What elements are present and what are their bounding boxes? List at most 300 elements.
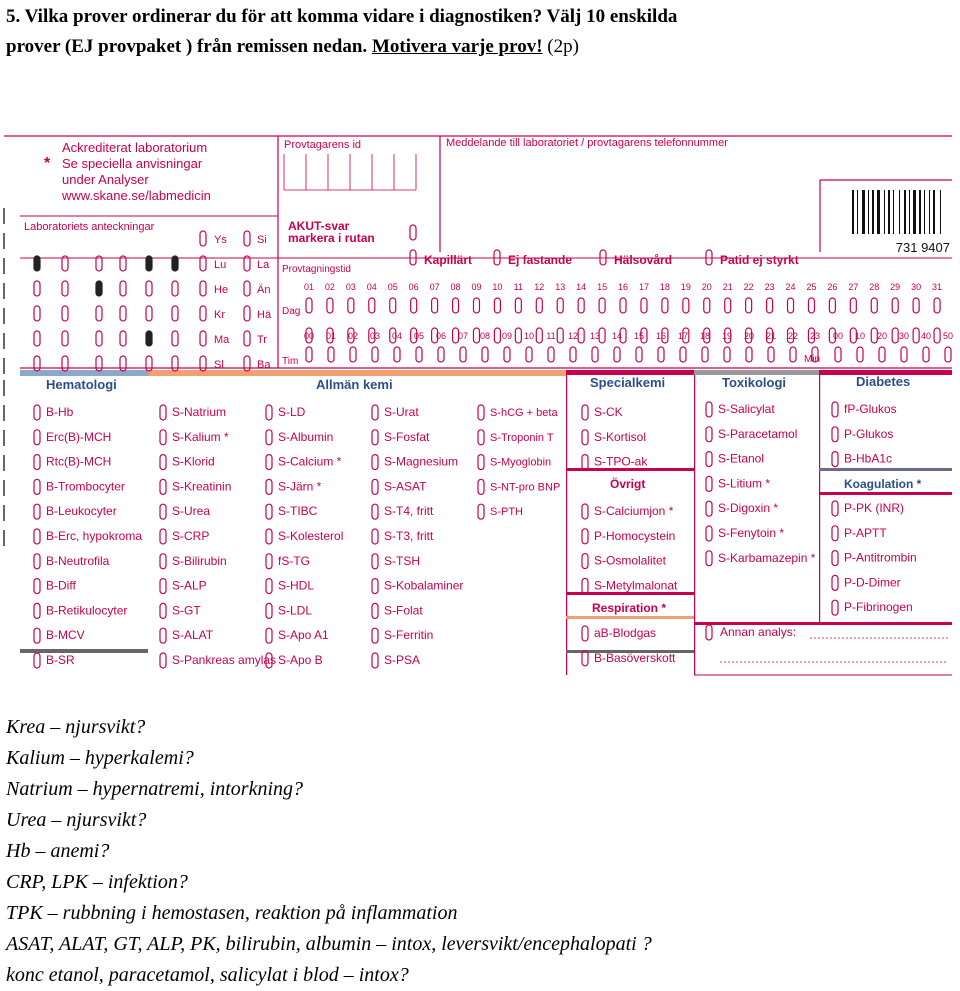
test-checkbox[interactable]	[266, 455, 272, 470]
day-checkbox[interactable]	[662, 298, 668, 313]
test-label: S-Calcium *	[278, 454, 342, 469]
day-checkbox[interactable]	[767, 298, 773, 313]
test-checkbox[interactable]	[372, 628, 378, 643]
day-checkbox[interactable]	[704, 298, 710, 313]
test-checkbox[interactable]	[160, 554, 166, 569]
hour-number: 10	[523, 331, 535, 341]
test-label: S-Järn *	[278, 479, 322, 494]
date-checkbox[interactable]	[536, 328, 542, 343]
test-checkbox[interactable]	[34, 455, 40, 470]
test-label: B-Retikulocyter	[46, 603, 128, 618]
test-checkbox[interactable]	[372, 479, 378, 494]
hour-checkbox[interactable]	[658, 347, 664, 362]
minute-checkbox[interactable]	[835, 347, 841, 362]
day-checkbox[interactable]	[494, 298, 500, 313]
weekday-code: Än	[257, 284, 271, 296]
date-checkbox[interactable]	[913, 328, 919, 343]
test-checkbox[interactable]	[582, 651, 588, 666]
test-label: S-Folat	[384, 603, 423, 618]
notes-mark[interactable]	[96, 331, 102, 346]
date-checkbox[interactable]	[557, 328, 563, 343]
test-checkbox[interactable]	[706, 452, 712, 467]
test-label: B-Neutrofila	[46, 553, 110, 568]
test-checkbox[interactable]	[266, 579, 272, 594]
test-label: S-Bilirubin	[172, 553, 227, 568]
test-checkbox[interactable]	[582, 504, 588, 519]
minute-checkbox[interactable]	[879, 347, 885, 362]
test-label: Erc(B)-MCH	[46, 429, 112, 444]
answer-line: konc etanol, paracetamol, salicylat i blod – intox?	[6, 964, 409, 986]
day-checkbox[interactable]	[390, 298, 396, 313]
day-checkbox[interactable]	[578, 298, 584, 313]
minute-number: 20	[876, 331, 888, 341]
test-label: P-APTT	[844, 525, 887, 540]
weekday-code: Lu	[214, 259, 227, 271]
section-header: Hematologi	[46, 377, 117, 392]
test-label: S-Urea	[172, 504, 211, 519]
hour-checkbox[interactable]	[372, 347, 378, 362]
notes-mark[interactable]	[96, 306, 102, 321]
answer-line: TPK – rubbning i hemostasen, reaktion på inflammation	[6, 902, 458, 924]
lab-referral-form	[0, 118, 960, 680]
hour-checkbox[interactable]	[724, 347, 730, 362]
day-number: 19	[680, 282, 691, 292]
test-label: S-Kalium *	[172, 429, 229, 444]
day-checkbox[interactable]	[892, 298, 898, 313]
test-label: S-Kolesterol	[278, 529, 344, 543]
test-checkbox[interactable]	[34, 479, 40, 494]
hour-number: 17	[677, 331, 689, 341]
test-label: S-PSA	[384, 653, 421, 667]
day-checkbox[interactable]	[599, 298, 605, 313]
hour-number: 13	[589, 331, 601, 341]
date-checkbox[interactable]	[934, 328, 940, 343]
test-checkbox[interactable]	[34, 653, 40, 668]
day-number: 11	[513, 282, 524, 292]
test-checkbox[interactable]	[160, 529, 166, 544]
date-checkbox[interactable]	[494, 328, 500, 343]
test-label: B-Hb	[46, 405, 74, 419]
day-checkbox[interactable]	[348, 298, 354, 313]
weekday-checkbox[interactable]	[244, 231, 250, 246]
notes-mark[interactable]	[120, 331, 126, 346]
notes-mark[interactable]	[146, 281, 152, 296]
hour-number: 01	[325, 331, 337, 341]
day-number: 02	[324, 282, 335, 292]
hour-checkbox[interactable]	[394, 347, 400, 362]
test-checkbox[interactable]	[34, 529, 40, 544]
section-header-respiration: Respiration *	[592, 601, 667, 615]
test-checkbox[interactable]	[706, 476, 712, 491]
test-checkbox[interactable]	[478, 479, 484, 494]
notes-mark[interactable]	[34, 306, 40, 321]
hour-checkbox[interactable]	[504, 347, 510, 362]
weekday-checkbox[interactable]	[244, 356, 250, 371]
test-label: P-Antitrombin	[844, 550, 917, 565]
hour-checkbox[interactable]	[570, 347, 576, 362]
top-option-label: Ej fastande	[508, 253, 573, 267]
hour-checkbox[interactable]	[548, 347, 554, 362]
test-checkbox[interactable]	[832, 402, 838, 417]
test-checkbox[interactable]	[832, 526, 838, 541]
test-label: S-TIBC	[278, 504, 318, 519]
weekday-checkbox[interactable]	[200, 231, 206, 246]
answer-line: Krea – njursvikt?	[6, 716, 146, 738]
test-checkbox[interactable]	[706, 427, 712, 442]
day-checkbox[interactable]	[306, 298, 312, 313]
test-label: S-Digoxin *	[718, 501, 779, 516]
test-checkbox[interactable]	[478, 504, 484, 519]
day-number: 21	[722, 282, 733, 292]
section-header: Diabetes	[856, 374, 911, 389]
test-checkbox[interactable]	[832, 551, 838, 566]
minute-checkbox[interactable]	[857, 347, 863, 362]
test-checkbox[interactable]	[372, 554, 378, 569]
day-number: 07	[429, 282, 440, 292]
test-checkbox[interactable]	[706, 402, 712, 417]
hour-checkbox[interactable]	[680, 347, 686, 362]
test-checkbox[interactable]	[266, 603, 272, 618]
day-checkbox[interactable]	[473, 298, 479, 313]
day-checkbox[interactable]	[327, 298, 333, 313]
test-label: S-CK	[594, 405, 623, 419]
day-checkbox[interactable]	[515, 298, 521, 313]
date-checkbox[interactable]	[473, 328, 479, 343]
test-label: B-Diff	[46, 578, 76, 593]
day-checkbox[interactable]	[808, 298, 814, 313]
hour-number: 19	[721, 331, 733, 341]
test-label: aB-Blodgas	[594, 626, 657, 640]
day-checkbox[interactable]	[725, 298, 731, 313]
day-checkbox[interactable]	[788, 298, 794, 313]
test-label: S-HDL	[278, 578, 315, 593]
test-checkbox[interactable]	[706, 501, 712, 516]
test-checkbox[interactable]	[582, 430, 588, 445]
notes-mark[interactable]	[34, 356, 40, 371]
test-label: S-Magnesium	[384, 454, 459, 469]
day-number: 20	[701, 282, 712, 292]
day-checkbox[interactable]	[683, 298, 689, 313]
notes-mark[interactable]	[146, 306, 152, 321]
day-number: 09	[471, 282, 482, 292]
test-checkbox[interactable]	[160, 653, 166, 668]
day-checkbox[interactable]	[934, 298, 940, 313]
notes-mark[interactable]	[120, 356, 126, 371]
hour-checkbox[interactable]	[350, 347, 356, 362]
test-checkbox[interactable]	[34, 430, 40, 445]
test-checkbox[interactable]	[372, 430, 378, 445]
day-number: 22	[743, 282, 754, 292]
test-label: S-Kreatinin	[172, 479, 232, 494]
day-number: 06	[408, 282, 419, 292]
answer-line: CRP, LPK – infektion?	[6, 871, 188, 893]
minute-checkbox[interactable]	[945, 347, 951, 362]
test-label: P-Glukos	[844, 426, 894, 441]
minute-number: 30	[898, 331, 910, 341]
test-label: S-T3, fritt	[384, 529, 434, 543]
test-checkbox[interactable]	[832, 600, 838, 615]
notes-mark[interactable]	[172, 331, 178, 346]
day-number: 29	[890, 282, 901, 292]
test-label: S-Etanol	[718, 451, 765, 466]
test-checkbox[interactable]	[478, 405, 484, 420]
day-checkbox[interactable]	[369, 298, 375, 313]
notes-mark[interactable]	[34, 281, 40, 296]
test-checkbox[interactable]	[266, 479, 272, 494]
test-checkbox[interactable]	[266, 529, 272, 544]
date-checkbox[interactable]	[515, 328, 521, 343]
weekday-checkbox[interactable]	[244, 281, 250, 296]
hour-number: 15	[633, 331, 645, 341]
test-label: B-MCV	[46, 628, 85, 643]
hour-number: 14	[611, 331, 623, 341]
hour-checkbox[interactable]	[460, 347, 466, 362]
test-checkbox[interactable]	[372, 405, 378, 420]
hour-checkbox[interactable]	[702, 347, 708, 362]
day-checkbox[interactable]	[913, 298, 919, 313]
test-checkbox[interactable]	[582, 578, 588, 593]
hour-number: 22	[787, 331, 799, 341]
asterisk-icon: *	[44, 155, 51, 172]
hour-number: 07	[457, 331, 469, 341]
section-header: Specialkemi	[590, 375, 666, 390]
test-checkbox[interactable]	[34, 405, 40, 420]
hour-checkbox[interactable]	[636, 347, 642, 362]
day-checkbox[interactable]	[411, 298, 417, 313]
test-label: S-Natrium	[172, 405, 227, 419]
test-checkbox[interactable]	[832, 575, 838, 590]
notes-mark[interactable]	[172, 306, 178, 321]
lab-notes-label: Laboratoriets anteckningar	[24, 221, 155, 233]
test-checkbox[interactable]	[582, 529, 588, 544]
hour-number: 12	[567, 331, 579, 341]
test-checkbox[interactable]	[34, 579, 40, 594]
day-number: 18	[659, 282, 670, 292]
hour-number: 16	[655, 331, 667, 341]
test-checkbox[interactable]	[266, 405, 272, 420]
test-checkbox[interactable]	[266, 554, 272, 569]
barcode-number: 731 9407	[895, 240, 950, 255]
accreditation-info: Se speciella anvisningar	[62, 156, 203, 171]
urgent-label: markera i rutan	[288, 231, 375, 245]
notes-mark[interactable]	[146, 356, 152, 371]
test-checkbox[interactable]	[160, 405, 166, 420]
test-label: S-GT	[172, 603, 201, 618]
test-checkbox[interactable]	[582, 626, 588, 641]
test-checkbox[interactable]	[160, 603, 166, 618]
hour-checkbox[interactable]	[768, 347, 774, 362]
weekday-checkbox[interactable]	[244, 331, 250, 346]
date-checkbox[interactable]	[578, 328, 584, 343]
answer-list	[6, 712, 956, 991]
test-checkbox[interactable]	[832, 427, 838, 442]
test-checkbox[interactable]	[582, 405, 588, 420]
day-checkbox[interactable]	[829, 298, 835, 313]
day-checkbox[interactable]	[620, 298, 626, 313]
day-number: 03	[345, 282, 356, 292]
notes-mark[interactable]	[96, 356, 102, 371]
test-checkbox[interactable]	[34, 603, 40, 618]
test-label: P-Homocystein	[594, 528, 676, 543]
test-checkbox[interactable]	[266, 430, 272, 445]
test-checkbox[interactable]	[160, 504, 166, 519]
test-checkbox[interactable]	[372, 529, 378, 544]
day-checkbox[interactable]	[536, 298, 542, 313]
notes-mark[interactable]	[146, 256, 152, 271]
test-checkbox[interactable]	[160, 430, 166, 445]
test-checkbox[interactable]	[706, 526, 712, 541]
hour-number: 06	[435, 331, 447, 341]
notes-mark[interactable]	[146, 331, 152, 346]
test-checkbox[interactable]	[372, 653, 378, 668]
test-checkbox[interactable]	[160, 479, 166, 494]
notes-mark[interactable]	[96, 281, 102, 296]
test-label: S-Kobalaminer	[384, 578, 464, 593]
weekday-checkbox[interactable]	[200, 356, 206, 371]
test-label: S-Fosfat	[384, 429, 430, 444]
notes-mark[interactable]	[62, 356, 68, 371]
day-checkbox[interactable]	[746, 298, 752, 313]
test-label: P-D-Dimer	[844, 575, 901, 590]
hour-number: 08	[479, 331, 491, 341]
test-label: S-ALP	[172, 578, 207, 593]
weekday-code: Sl	[214, 359, 224, 371]
day-number: 24	[785, 282, 796, 292]
test-checkbox[interactable]	[266, 628, 272, 643]
section-header-koagulation: Koagulation *	[844, 477, 922, 491]
notes-mark[interactable]	[62, 331, 68, 346]
hour-checkbox[interactable]	[614, 347, 620, 362]
test-label: S-Ferritin	[384, 628, 434, 643]
urgent-checkbox[interactable]	[410, 225, 416, 240]
test-label: B-Basöverskott	[594, 650, 676, 665]
hour-number: 02	[347, 331, 359, 341]
test-label: fS-TG	[278, 553, 310, 568]
day-number: 14	[576, 282, 587, 292]
urgent-label: AKUT-svar	[288, 219, 350, 233]
hour-checkbox[interactable]	[328, 347, 334, 362]
test-checkbox[interactable]	[160, 455, 166, 470]
day-checkbox[interactable]	[641, 298, 647, 313]
top-option-label: Patid ej styrkt	[720, 253, 799, 267]
day-checkbox[interactable]	[871, 298, 877, 313]
test-checkbox[interactable]	[832, 501, 838, 516]
test-label: S-Karbamazepin *	[718, 550, 816, 565]
test-checkbox[interactable]	[372, 455, 378, 470]
notes-mark[interactable]	[62, 306, 68, 321]
notes-mark[interactable]	[120, 281, 126, 296]
test-checkbox[interactable]	[832, 452, 838, 467]
hour-checkbox[interactable]	[592, 347, 598, 362]
minute-number: 00	[832, 331, 844, 341]
test-checkbox[interactable]	[34, 504, 40, 519]
hour-label: Tim	[282, 356, 299, 367]
day-checkbox[interactable]	[453, 298, 459, 313]
weekday-checkbox[interactable]	[200, 306, 206, 321]
test-checkbox[interactable]	[34, 628, 40, 643]
hour-checkbox[interactable]	[790, 347, 796, 362]
test-checkbox[interactable]	[372, 504, 378, 519]
hour-checkbox[interactable]	[438, 347, 444, 362]
test-label: Rtc(B)-MCH	[46, 454, 112, 469]
test-checkbox[interactable]	[34, 554, 40, 569]
notes-mark[interactable]	[62, 281, 68, 296]
hour-checkbox[interactable]	[482, 347, 488, 362]
minute-checkbox[interactable]	[901, 347, 907, 362]
test-checkbox[interactable]	[160, 579, 166, 594]
test-label: B-Erc, hypokroma	[46, 529, 143, 543]
weekday-checkbox[interactable]	[200, 281, 206, 296]
test-label: P-Fibrinogen	[844, 600, 913, 615]
weekday-code: He	[214, 284, 229, 296]
minute-checkbox[interactable]	[923, 347, 929, 362]
day-checkbox[interactable]	[557, 298, 563, 313]
test-checkbox[interactable]	[372, 579, 378, 594]
day-checkbox[interactable]	[432, 298, 438, 313]
test-label: S-LD	[278, 405, 306, 419]
notes-mark[interactable]	[120, 306, 126, 321]
section-header: Toxikologi	[722, 375, 787, 390]
test-label: S-Paracetamol	[718, 426, 798, 441]
test-checkbox[interactable]	[478, 455, 484, 470]
test-checkbox[interactable]	[706, 551, 712, 566]
test-label: B-Trombocyter	[46, 479, 125, 494]
weekday-code: Ba	[257, 359, 271, 371]
hour-number: 18	[699, 331, 711, 341]
question-line-1: 5. Vilka prover ordinerar du för att komma vidare i diagnostiken? Välj 10 enskilda	[6, 6, 678, 27]
notes-mark[interactable]	[34, 331, 40, 346]
test-label: S-Kortisol	[594, 429, 647, 444]
test-label: S-Calciumjon *	[594, 504, 674, 518]
date-checkbox[interactable]	[892, 328, 898, 343]
test-label: P-PK (INR)	[844, 501, 904, 515]
other-analysis-checkbox[interactable]	[706, 625, 712, 640]
sampling-time-label: Provtagningstid	[282, 264, 351, 275]
weekday-code: Si	[257, 234, 267, 246]
day-checkbox[interactable]	[850, 298, 856, 313]
test-checkbox[interactable]	[582, 554, 588, 569]
test-label: S-TSH	[384, 553, 420, 568]
test-checkbox[interactable]	[160, 628, 166, 643]
test-checkbox[interactable]	[478, 430, 484, 445]
hour-number: 09	[501, 331, 513, 341]
test-label: S-hCG + beta	[490, 407, 558, 419]
top-option-label: Hälsovård	[614, 253, 673, 267]
day-number: 17	[638, 282, 649, 292]
accreditation-info: under Analyser	[62, 172, 149, 187]
notes-mark[interactable]	[172, 256, 178, 271]
day-number: 28	[869, 282, 880, 292]
hour-checkbox[interactable]	[416, 347, 422, 362]
other-analysis-label: Annan analys:	[720, 625, 797, 639]
minute-label: Min	[804, 354, 821, 365]
day-label: Dag	[282, 306, 301, 317]
test-checkbox[interactable]	[582, 455, 588, 470]
answer-line: Urea – njursvikt?	[6, 809, 147, 831]
hour-checkbox[interactable]	[306, 347, 312, 362]
weekday-checkbox[interactable]	[200, 331, 206, 346]
weekday-checkbox[interactable]	[244, 306, 250, 321]
day-number: 31	[932, 282, 943, 292]
test-checkbox[interactable]	[372, 603, 378, 618]
hour-checkbox[interactable]	[526, 347, 532, 362]
day-number: 26	[827, 282, 838, 292]
notes-mark[interactable]	[172, 356, 178, 371]
hour-checkbox[interactable]	[746, 347, 752, 362]
test-checkbox[interactable]	[266, 504, 272, 519]
notes-mark[interactable]	[34, 256, 40, 271]
notes-mark[interactable]	[172, 281, 178, 296]
